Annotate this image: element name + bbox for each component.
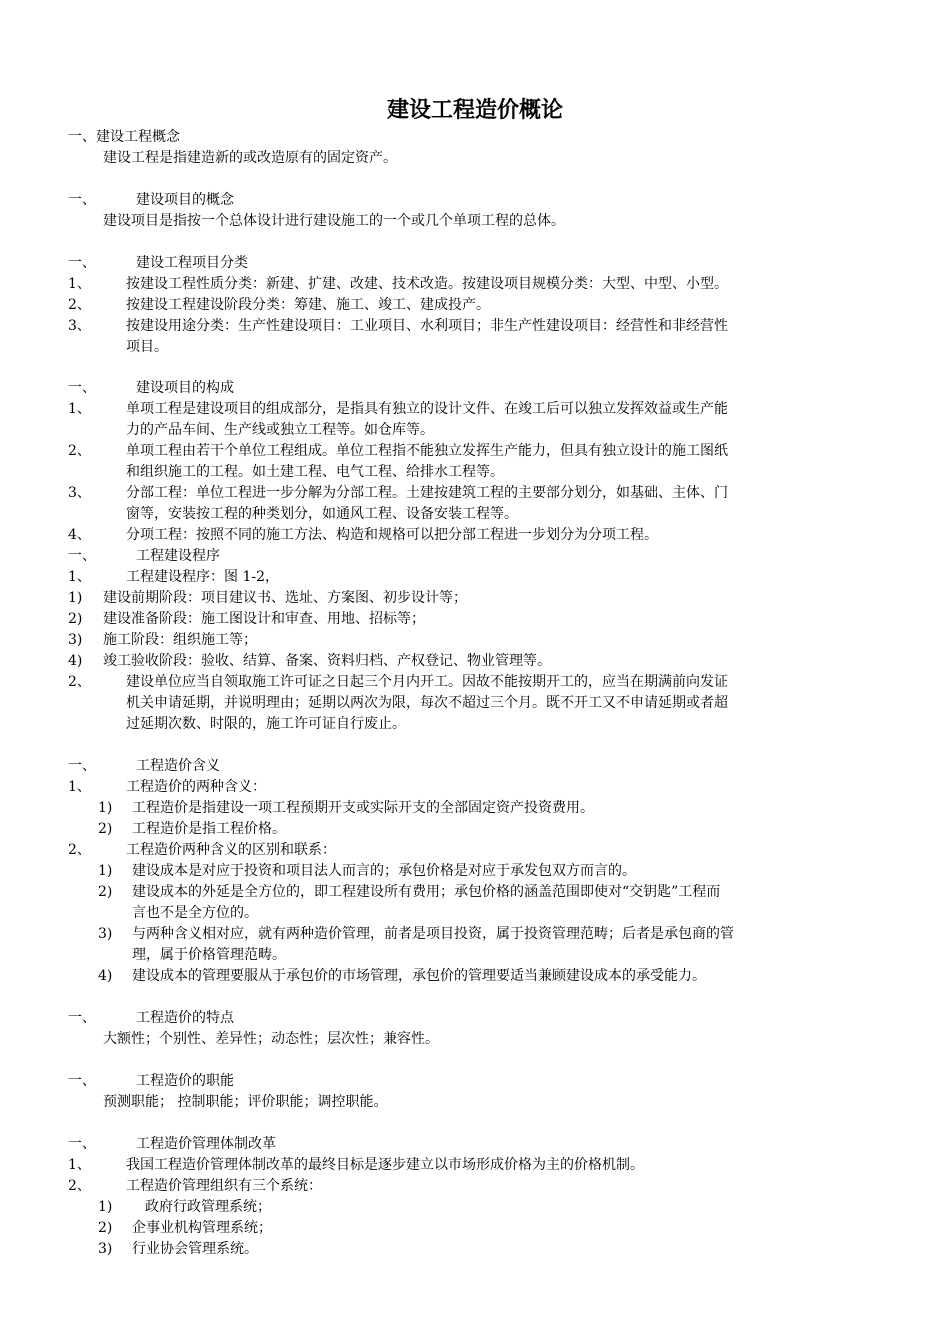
text-line: 按建设用途分类：生产性建设项目：工业项目、水利项目；非生产性建设项目：经营性和非经营性 (126, 318, 728, 334)
text-line: 工程造价两种含义的区别和联系： (126, 842, 336, 858)
text-line: 一、 (68, 1136, 96, 1152)
text-line: 建设单位应当自领取施工许可证之日起三个月内开工。因故不能按期开工的，应当在期满前向发证 (126, 674, 728, 690)
text-line: 一、 (68, 192, 96, 208)
text-line: 言也不是全方位的。 (132, 905, 258, 921)
text-line: 我国工程造价管理体制改革的最终目标是逐步建立以市场形成价格为主的价格机制。 (126, 1157, 644, 1173)
text-line: 企事业机构管理系统； (132, 1220, 272, 1236)
text-line: 1、 (68, 779, 91, 795)
text-line: 一、 (68, 380, 96, 396)
text-line: 项目。 (126, 339, 168, 355)
text-line: 1、 (68, 569, 91, 585)
text-line: 竣工验收阶段：验收、结算、备案、资料归档、产权登记、物业管理等。 (103, 653, 551, 669)
text-line: 1、 (68, 276, 91, 292)
text-line: 一、 (68, 1010, 96, 1026)
text-line: 工程造价管理体制改革 (136, 1136, 276, 1152)
text-line: 按建设工程性质分类：新建、扩建、改建、技术改造。按建设项目规模分类：大型、中型、小型。 (126, 276, 728, 292)
text-line: 建设成本是对应于投资和项目法人而言的；承包价格是对应于承发包双方而言的。 (132, 863, 636, 879)
text-line: 工程造价的两种含义： (126, 779, 266, 795)
text-line: 建设成本的管理要服从于承包价的市场管理，承包价的管理要适当兼顾建设成本的承受能力。 (132, 968, 706, 984)
text-line: 工程建设程序 (136, 548, 220, 564)
text-line: 分项工程：按照不同的施工方法、构造和规格可以把分部工程进一步划分为分项工程。 (126, 527, 658, 543)
text-line: 大额性；个别性、差异性；动态性；层次性；兼容性。 (103, 1031, 439, 1047)
text-line: 2) (68, 611, 83, 627)
text-line: 工程造价的特点 (136, 1010, 234, 1026)
text-line: 2) (98, 1220, 113, 1236)
text-line: 3、 (68, 485, 91, 501)
text-line: 单项工程是建设项目的组成部分，是指具有独立的设计文件、在竣工后可以独立发挥效益或生产能 (126, 401, 728, 417)
text-line: 工程造价含义 (136, 758, 220, 774)
text-line: 窗等，安装按工程的种类划分，如通风工程、设备安装工程等。 (126, 506, 518, 522)
text-line: 建设项目是指按一个总体设计进行建设施工的一个或几个单项工程的总体。 (103, 213, 565, 229)
text-line: 建设项目的概念 (136, 192, 234, 208)
text-line: 机关申请延期，并说明理由；延期以两次为限，每次不超过三个月。既不开工又不申请延期或者超 (126, 695, 728, 711)
text-line: 一、 (68, 548, 96, 564)
text-line: 单项工程由若干个单位工程组成。单位工程指不能独立发挥生产能力，但具有独立设计的施工图纸 (126, 443, 728, 459)
text-line: 过延期次数、时限的，施工许可证自行废止。 (126, 716, 406, 732)
text-line: 1) (98, 800, 113, 816)
text-line: 政府行政管理系统； (145, 1199, 271, 1215)
text-line: 3、 (68, 318, 91, 334)
text-line: 工程造价的职能 (136, 1073, 234, 1089)
text-line: 一、 (68, 1073, 96, 1089)
text-line: 与两种含义相对应，就有两种造价管理，前者是项目投资，属于投资管理范畴；后者是承包商的管 (132, 926, 734, 942)
text-line: 工程造价管理组织有三个系统： (126, 1178, 322, 1194)
text-line: 力的产品车间、生产线或独立工程等。如仓库等。 (126, 422, 434, 438)
text-line: 2、 (68, 842, 91, 858)
text-line: 4) (98, 968, 113, 984)
text-line: 行业协会管理系统。 (132, 1241, 258, 1257)
text-line: 建设成本的外延是全方位的，即工程建设所有费用；承包价格的涵盖范围即使对“交钥匙”工程而 (132, 884, 721, 900)
text-line: 和组织施工的工程。如土建工程、电气工程、给排水工程等。 (126, 464, 504, 480)
text-line: 按建设工程建设阶段分类：筹建、施工、竣工、建成投产。 (126, 297, 490, 313)
text-line: 3) (68, 632, 83, 648)
text-line: 一、 (68, 758, 96, 774)
text-line: 3) (98, 926, 113, 942)
text-line: 一、 (68, 255, 96, 271)
text-line: 分部工程：单位工程进一步分解为分部工程。土建按建筑工程的主要部分划分，如基础、主体、门 (126, 485, 728, 501)
text-line: 4、 (68, 527, 91, 543)
page-title: 建设工程造价概论 (386, 98, 563, 123)
text-line: 2) (98, 884, 113, 900)
text-line: 建设准备阶段：施工图设计和审查、用地、招标等； (103, 611, 425, 627)
text-line: 2、 (68, 297, 91, 313)
text-line: 2) (98, 821, 113, 837)
text-line: 2、 (68, 443, 91, 459)
text-line: 1) (98, 863, 113, 879)
text-line: 理，属于价格管理范畴。 (132, 947, 286, 963)
text-line: 工程建设程序：图 1-2， (126, 569, 279, 585)
text-line: 1、 (68, 1157, 91, 1173)
text-line: 4) (68, 653, 83, 669)
text-line: 工程造价是指建设一项工程预期开支或实际开支的全部固定资产投资费用。 (132, 800, 594, 816)
text-line: 1) (98, 1199, 113, 1215)
text-line: 建设工程是指建造新的或改造原有的固定资产。 (103, 150, 397, 166)
text-line: 工程造价是指工程价格。 (132, 821, 286, 837)
text-line: 建设项目的构成 (136, 380, 234, 396)
text-line: 2、 (68, 674, 91, 690)
text-line: 1) (68, 590, 83, 606)
text-line: 预测职能； 控制职能；评价职能；调控职能。 (103, 1094, 388, 1110)
text-line: 施工阶段：组织施工等； (103, 632, 257, 648)
text-line: 1、 (68, 401, 91, 417)
text-line: 建设工程项目分类 (136, 255, 248, 271)
text-line: 2、 (68, 1178, 91, 1194)
text-line: 建设前期阶段：项目建议书、选址、方案图、初步设计等； (103, 590, 467, 606)
text-line: 3) (98, 1241, 113, 1257)
text-line: 一、建设工程概念 (68, 129, 180, 145)
